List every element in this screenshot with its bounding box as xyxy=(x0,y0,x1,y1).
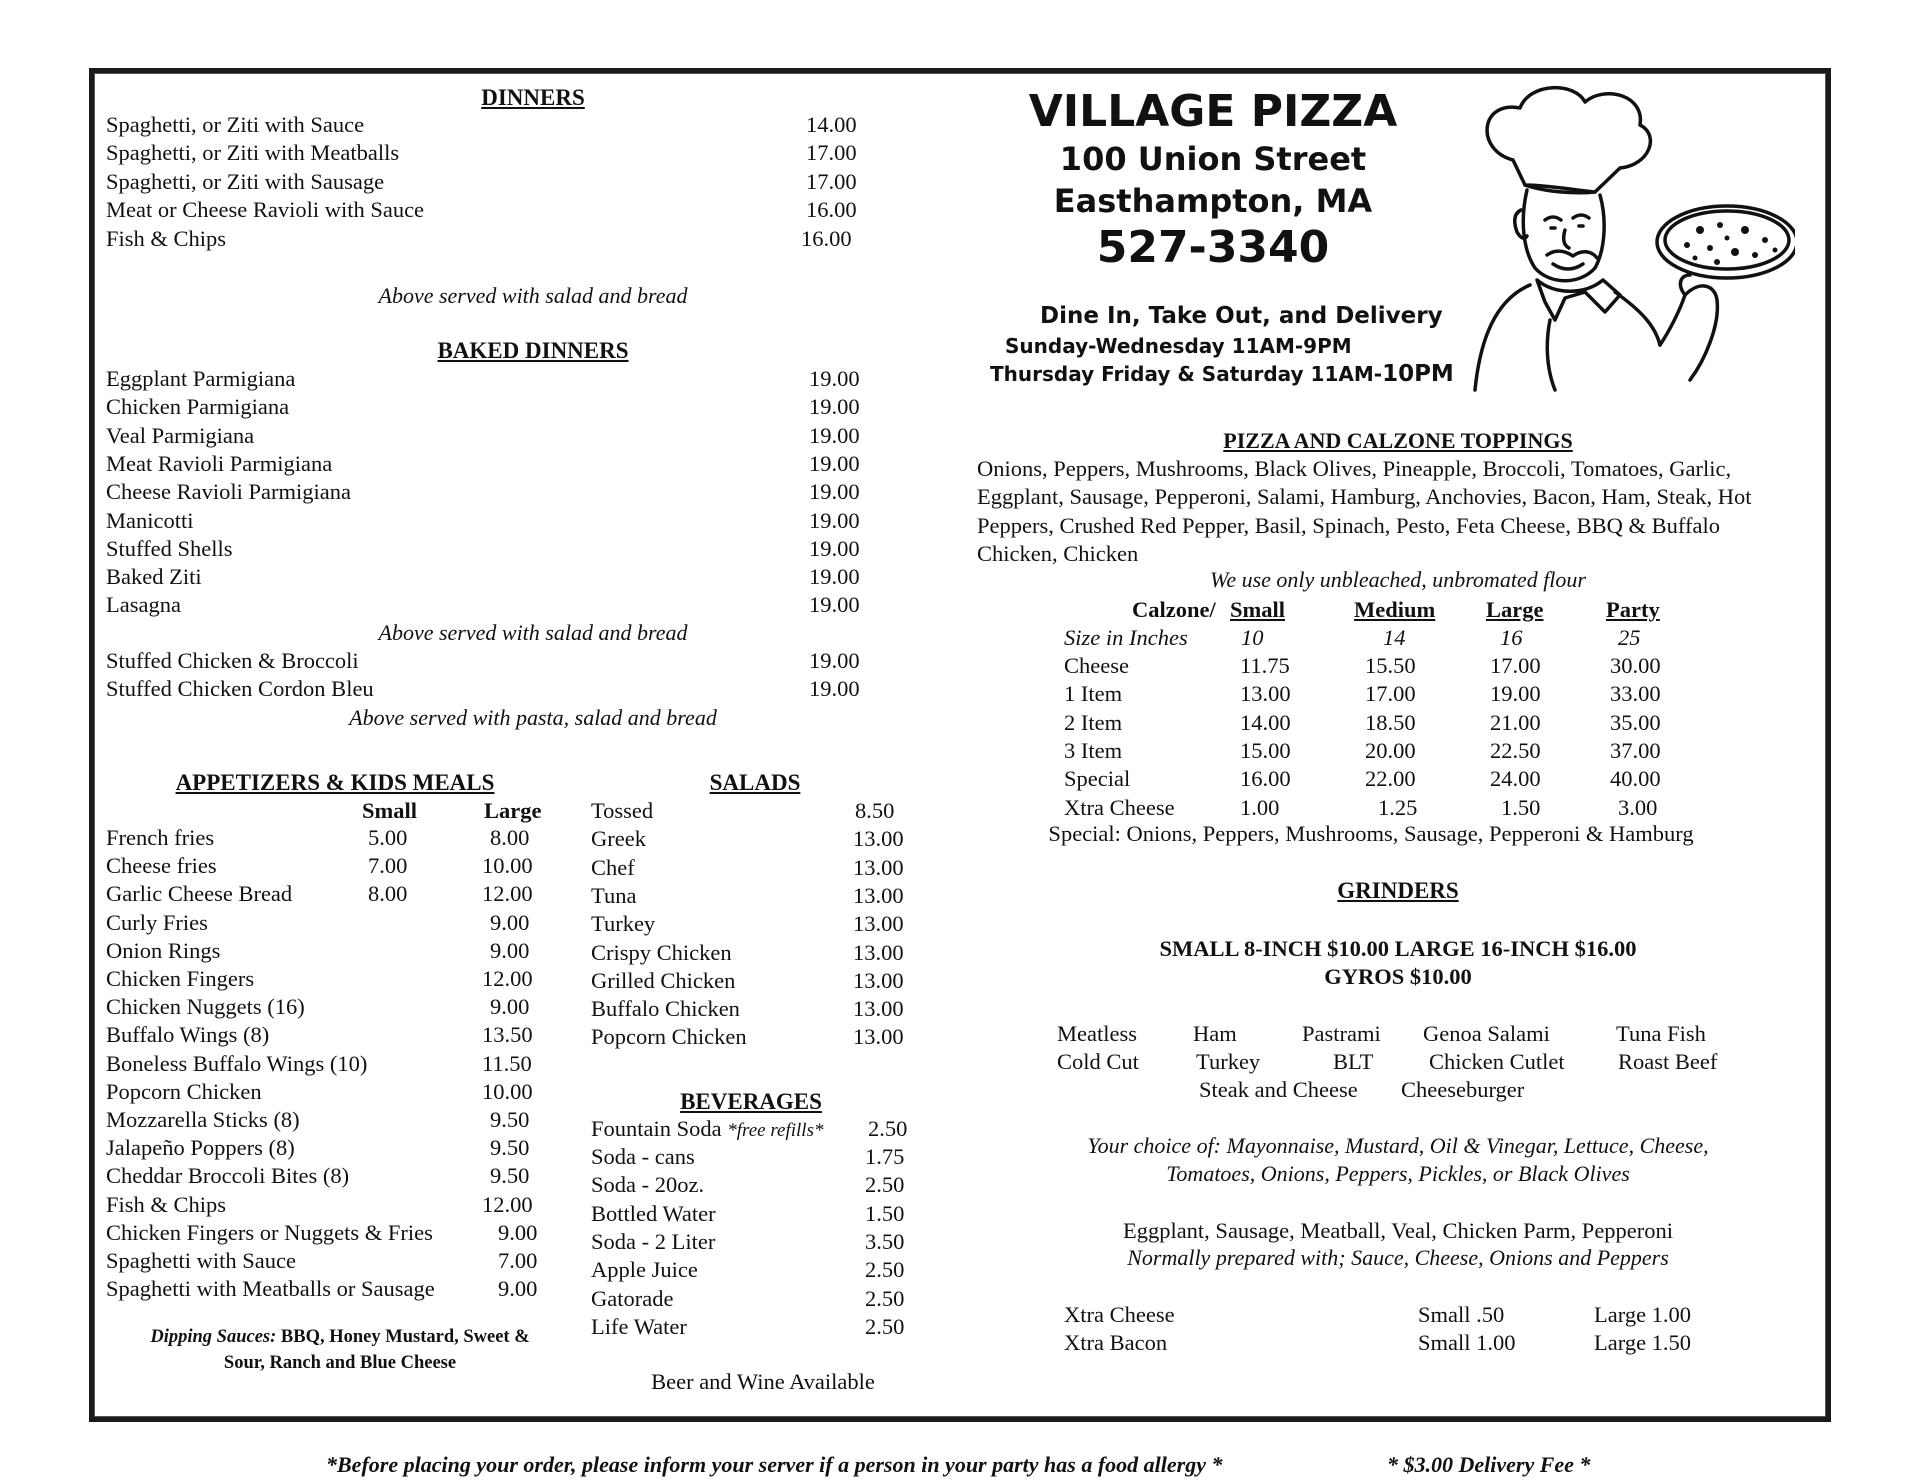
pizza-price: 21.00 xyxy=(1490,709,1541,735)
grinder-type: Steak and Cheese xyxy=(1199,1077,1358,1102)
pizza-row-label: 1 Item xyxy=(1064,681,1123,707)
appetizer-name: Buffalo Wings (8) xyxy=(106,1022,270,1048)
salad-price: 13.00 xyxy=(853,854,904,880)
baked-item-name: Chicken Parmigiana xyxy=(106,394,290,420)
toppings-line: Peppers, Crushed Red Pepper, Basil, Spinach, Pesto, Feta Cheese, BBQ & Buffalo xyxy=(977,512,1720,538)
appetizer-name: Mozzarella Sticks (8) xyxy=(106,1107,300,1132)
baked-note-2: Above served with pasta, salad and bread xyxy=(349,705,717,730)
beverage-name: Bottled Water xyxy=(591,1200,716,1226)
pizza-price: 1.25 xyxy=(1378,794,1418,820)
dinner-item-price: 16.00 xyxy=(806,197,857,223)
baked-item-price: 19.00 xyxy=(809,648,860,673)
pizza-size-header: Party xyxy=(1606,597,1660,622)
salad-price: 8.50 xyxy=(855,798,895,823)
pizza-row-label: Xtra Cheese xyxy=(1064,794,1175,820)
appetizer-large-price: 12.00 xyxy=(482,966,533,991)
grinders-title: GRINDERS xyxy=(1337,878,1459,903)
pizza-price: 17.00 xyxy=(1365,681,1416,707)
baked-item-price: 19.00 xyxy=(809,479,860,505)
dinner-item-name: Spaghetti, or Ziti with Sauce xyxy=(106,112,365,137)
pizza-size-header: Small xyxy=(1230,597,1286,622)
grinder-type: Turkey xyxy=(1196,1049,1261,1074)
dinner-item-price: 17.00 xyxy=(806,168,857,194)
salad-name: Chef xyxy=(591,854,635,880)
baked-item-name: Lasagna xyxy=(106,592,181,618)
flour-note: We use only unbleached, unbromated flour xyxy=(1210,567,1586,592)
pizza-size-inches: 10 xyxy=(1241,625,1264,650)
extra-large-price: Large 1.50 xyxy=(1594,1330,1692,1356)
baked-item-name: Manicotti xyxy=(106,507,194,533)
salad-name: Crispy Chicken xyxy=(591,939,732,965)
beverage-price: 2.50 xyxy=(865,1313,905,1339)
baked-item-price: 19.00 xyxy=(809,564,860,590)
baked-item-name: Meat Ravioli Parmigiana xyxy=(106,450,333,476)
appetizer-name: French fries xyxy=(106,825,215,850)
dipping-sauces-line-1: Dipping Sauces: BBQ, Honey Mustard, Sweet & xyxy=(150,1327,530,1347)
dinner-item-price: 17.00 xyxy=(806,140,857,166)
salad-name: Turkey xyxy=(591,911,656,937)
baked-item-name: Stuffed Chicken & Broccoli xyxy=(106,648,359,673)
appetizer-large-price: 9.50 xyxy=(490,1163,530,1189)
baked-item-price: 19.00 xyxy=(809,592,860,618)
salad-price: 13.00 xyxy=(853,882,904,908)
delivery-fee: * $3.00 Delivery Fee * xyxy=(1387,1452,1591,1477)
grinder-type: Tuna Fish xyxy=(1616,1021,1706,1046)
appetizer-large-price: 9.00 xyxy=(490,994,530,1020)
beverage-price: 1.75 xyxy=(865,1144,905,1169)
appetizer-name: Jalapeño Poppers (8) xyxy=(106,1135,295,1161)
appetizer-large-price: 9.50 xyxy=(490,1135,530,1161)
appetizer-name: Spaghetti with Sauce xyxy=(106,1248,296,1273)
dinners-title: DINNERS xyxy=(481,85,585,110)
salad-price: 13.00 xyxy=(853,967,904,993)
beverage-name: Soda - 2 Liter xyxy=(591,1228,716,1254)
beer-wine-note: Beer and Wine Available xyxy=(651,1369,875,1394)
baked-item-price: 19.00 xyxy=(809,535,860,561)
baked-item-price: 19.00 xyxy=(809,394,860,420)
appetizer-large-price: 13.50 xyxy=(482,1022,533,1048)
pizza-price: 22.00 xyxy=(1365,766,1416,792)
pizza-price: 35.00 xyxy=(1610,709,1661,735)
pizza-row-label: 2 Item xyxy=(1064,709,1123,735)
appetizer-name: Fish & Chips xyxy=(106,1191,227,1217)
appetizer-name: Garlic Cheese Bread xyxy=(106,881,293,907)
appetizer-name: Chicken Nuggets (16) xyxy=(106,994,305,1020)
pizza-price: 17.00 xyxy=(1490,653,1541,678)
special-pizza-note: Special: Onions, Peppers, Mushrooms, Sausage, Pepperoni & Hamburg xyxy=(1048,821,1694,846)
baked-item-price: 19.00 xyxy=(809,366,860,391)
pizza-price: 19.00 xyxy=(1490,681,1541,707)
beverage-fountain-soda-price: 2.50 xyxy=(868,1116,908,1141)
pizza-price: 16.00 xyxy=(1240,766,1291,792)
appetizer-large-price: 9.00 xyxy=(490,909,530,935)
appetizer-name: Cheddar Broccoli Bites (8) xyxy=(106,1163,350,1189)
pizza-size-header: Medium xyxy=(1354,597,1436,622)
beverage-name: Gatorade xyxy=(591,1285,674,1311)
salad-name: Greek xyxy=(591,826,646,852)
grinder-type: Cold Cut xyxy=(1057,1049,1139,1074)
dinner-item-price: 16.00 xyxy=(801,225,852,251)
baked-item-name: Stuffed Shells xyxy=(106,535,233,561)
appetizer-name: Curly Fries xyxy=(106,909,208,935)
salad-price: 13.00 xyxy=(853,911,904,937)
baked-item-price: 19.00 xyxy=(809,450,860,476)
beverage-name: Apple Juice xyxy=(591,1257,698,1283)
beverages-title: BEVERAGES xyxy=(680,1089,822,1114)
pizza-price: 18.50 xyxy=(1365,709,1416,735)
appetizers-title: APPETIZERS & KIDS MEALS xyxy=(175,770,495,795)
salad-name: Tuna xyxy=(591,882,637,908)
grinder-type: Cheeseburger xyxy=(1401,1077,1525,1102)
beverage-price: 2.50 xyxy=(865,1172,905,1198)
extra-small-price: Small .50 xyxy=(1418,1302,1505,1327)
grinder-choice-2: Tomatoes, Onions, Peppers, Pickles, or Black Olives xyxy=(1166,1161,1630,1186)
appetizer-large-price: 12.00 xyxy=(482,1191,533,1217)
baked-item-price: 19.00 xyxy=(809,507,860,533)
grinder-type: Ham xyxy=(1193,1021,1237,1046)
pizza-price: 13.00 xyxy=(1240,681,1291,707)
toppings-line: Chicken, Chicken xyxy=(977,541,1139,567)
extra-small-price: Small 1.00 xyxy=(1418,1330,1516,1356)
appetizer-name: Chicken Fingers xyxy=(106,966,255,991)
toppings-line: Eggplant, Sausage, Pepperoni, Salami, Hamburg, Anchovies, Bacon, Ham, Steak, Hot xyxy=(977,484,1752,510)
grinder-sizes: SMALL 8-INCH $10.00 LARGE 16-INCH $16.00 xyxy=(1159,936,1637,961)
gyros-price: GYROS $10.00 xyxy=(1324,964,1472,989)
baked-item-name: Stuffed Chicken Cordon Bleu xyxy=(106,676,374,702)
appetizer-small-price: 5.00 xyxy=(368,825,408,850)
beverage-name: Soda - 20oz. xyxy=(591,1172,705,1198)
calzone-label: Calzone/ xyxy=(1132,597,1216,622)
allergy-notice: *Before placing your order, please inform your server if a person in your party has a food allergy * xyxy=(326,1452,1223,1477)
baked-note-1: Above served with salad and bread xyxy=(378,620,688,645)
pizza-price: 1.00 xyxy=(1240,794,1280,820)
appetizer-name: Boneless Buffalo Wings (10) xyxy=(106,1050,368,1076)
grinder-type: BLT xyxy=(1333,1049,1374,1074)
baked-item-name: Cheese Ravioli Parmigiana xyxy=(106,479,351,505)
baked-dinners-title: BAKED DINNERS xyxy=(437,338,629,363)
appetizer-large-price: 7.00 xyxy=(498,1248,538,1273)
beverage-price: 3.50 xyxy=(865,1228,905,1254)
beverage-name: Soda - cans xyxy=(591,1144,695,1169)
pizza-size-inches: 16 xyxy=(1500,625,1523,650)
hot-grinders-note: Normally prepared with; Sauce, Cheese, Onions and Peppers xyxy=(1127,1245,1669,1270)
salad-price: 13.00 xyxy=(853,826,904,852)
grinder-type: Pastrami xyxy=(1302,1021,1381,1046)
pizza-price: 40.00 xyxy=(1610,766,1661,792)
appetizer-small-price: 7.00 xyxy=(368,853,408,879)
restaurant-phone: 527-3340 xyxy=(1096,222,1330,273)
pizza-price: 15.00 xyxy=(1240,737,1291,763)
salad-name: Popcorn Chicken xyxy=(591,1024,747,1050)
salads-title: SALADS xyxy=(709,770,801,795)
appetizer-name: Onion Rings xyxy=(106,937,221,963)
chef-illustration xyxy=(1455,80,1795,395)
salad-name: Grilled Chicken xyxy=(591,967,736,993)
pizza-price: 3.00 xyxy=(1618,794,1658,820)
appetizer-large-price: 8.00 xyxy=(490,825,530,850)
appetizer-name: Popcorn Chicken xyxy=(106,1078,262,1104)
appetizers-col-small: Small xyxy=(362,798,418,823)
pizza-price: 14.00 xyxy=(1240,709,1291,735)
pizza-price: 20.00 xyxy=(1365,737,1416,763)
dipping-sauces-line-2: Sour, Ranch and Blue Cheese xyxy=(223,1353,457,1373)
appetizers-col-large: Large xyxy=(484,798,542,823)
dinners-note: Above served with salad and bread xyxy=(378,283,688,308)
salad-name: Buffalo Chicken xyxy=(591,996,740,1022)
beverage-price: 2.50 xyxy=(865,1285,905,1311)
salad-price: 13.00 xyxy=(853,939,904,965)
dinner-item-name: Spaghetti, or Ziti with Sausage xyxy=(106,168,385,194)
beverage-fountain-soda: Fountain Soda *free refills* xyxy=(591,1116,824,1141)
restaurant-city: Easthampton, MA xyxy=(1053,182,1373,220)
pizza-size-inches: 25 xyxy=(1618,625,1641,650)
pizza-price: 30.00 xyxy=(1610,653,1661,678)
pizza-size-header: Large xyxy=(1486,597,1544,622)
pizza-price: 24.00 xyxy=(1490,766,1541,792)
appetizer-large-price: 9.00 xyxy=(498,1276,538,1302)
dinner-item-price: 14.00 xyxy=(806,112,857,137)
grinder-choice-1: Your choice of: Mayonnaise, Mustard, Oil & Vinegar, Lettuce, Cheese, xyxy=(1087,1133,1709,1158)
appetizer-large-price: 10.00 xyxy=(482,853,533,879)
pizza-row-label: Special xyxy=(1064,766,1131,792)
extra-name: Xtra Bacon xyxy=(1064,1330,1168,1356)
appetizer-large-price: 9.00 xyxy=(490,937,530,963)
baked-item-name: Eggplant Parmigiana xyxy=(106,366,296,391)
baked-item-name: Veal Parmigiana xyxy=(106,422,255,448)
appetizer-small-price: 8.00 xyxy=(368,881,408,907)
appetizer-large-price: 9.50 xyxy=(490,1107,530,1132)
appetizer-large-price: 12.00 xyxy=(482,881,533,907)
grinder-type: Chicken Cutlet xyxy=(1429,1049,1565,1074)
pizza-size-inches: 14 xyxy=(1383,625,1406,650)
pizza-price: 11.75 xyxy=(1240,653,1290,678)
hours-thu-sat: Thursday Friday & Saturday 11AM-10PM xyxy=(990,361,1454,387)
grinder-type: Roast Beef xyxy=(1618,1049,1718,1074)
pizza-price: 22.50 xyxy=(1490,737,1541,763)
appetizer-large-price: 11.50 xyxy=(482,1050,532,1076)
grinder-type: Genoa Salami xyxy=(1423,1021,1550,1046)
restaurant-name: VILLAGE PIZZA xyxy=(1028,86,1398,137)
appetizer-name: Cheese fries xyxy=(106,853,217,879)
appetizer-large-price: 10.00 xyxy=(482,1078,533,1104)
appetizer-name: Chicken Fingers or Nuggets & Fries xyxy=(106,1219,433,1245)
dinner-item-name: Spaghetti, or Ziti with Meatballs xyxy=(106,140,400,166)
beverage-name: Life Water xyxy=(591,1313,687,1339)
pizza-price: 15.50 xyxy=(1365,653,1416,678)
service-line: Dine In, Take Out, and Delivery xyxy=(1040,303,1443,329)
hours-sun-wed: Sunday-Wednesday 11AM-9PM xyxy=(1005,334,1352,358)
extra-large-price: Large 1.00 xyxy=(1594,1302,1692,1327)
baked-item-price: 19.00 xyxy=(809,422,860,448)
toppings-title: PIZZA AND CALZONE TOPPINGS xyxy=(1223,428,1573,453)
restaurant-street: 100 Union Street xyxy=(1059,140,1367,178)
salad-price: 13.00 xyxy=(853,1024,904,1050)
toppings-line: Onions, Peppers, Mushrooms, Black Olives, Pineapple, Broccoli, Tomatoes, Garlic, xyxy=(977,456,1732,481)
baked-item-name: Baked Ziti xyxy=(106,564,202,590)
dinner-item-name: Meat or Cheese Ravioli with Sauce xyxy=(106,197,425,223)
size-in-inches-label: Size in Inches xyxy=(1064,625,1188,650)
appetizer-name: Spaghetti with Meatballs or Sausage xyxy=(106,1276,435,1302)
salad-price: 13.00 xyxy=(853,996,904,1022)
grinder-type: Meatless xyxy=(1057,1021,1137,1046)
salad-name: Tossed xyxy=(591,798,654,823)
pizza-price: 33.00 xyxy=(1610,681,1661,707)
beverage-price: 2.50 xyxy=(865,1257,905,1283)
hot-grinders-list: Eggplant, Sausage, Meatball, Veal, Chicken Parm, Pepperoni xyxy=(1122,1218,1674,1243)
extra-name: Xtra Cheese xyxy=(1064,1302,1175,1327)
pizza-price: 1.50 xyxy=(1501,794,1541,820)
pizza-price: 37.00 xyxy=(1610,737,1661,763)
baked-item-price: 19.00 xyxy=(809,676,860,702)
pizza-row-label: 3 Item xyxy=(1064,737,1123,763)
dinner-item-name: Fish & Chips xyxy=(106,225,227,251)
appetizer-large-price: 9.00 xyxy=(498,1219,538,1245)
beverage-price: 1.50 xyxy=(865,1200,905,1226)
pizza-row-label: Cheese xyxy=(1064,653,1129,678)
